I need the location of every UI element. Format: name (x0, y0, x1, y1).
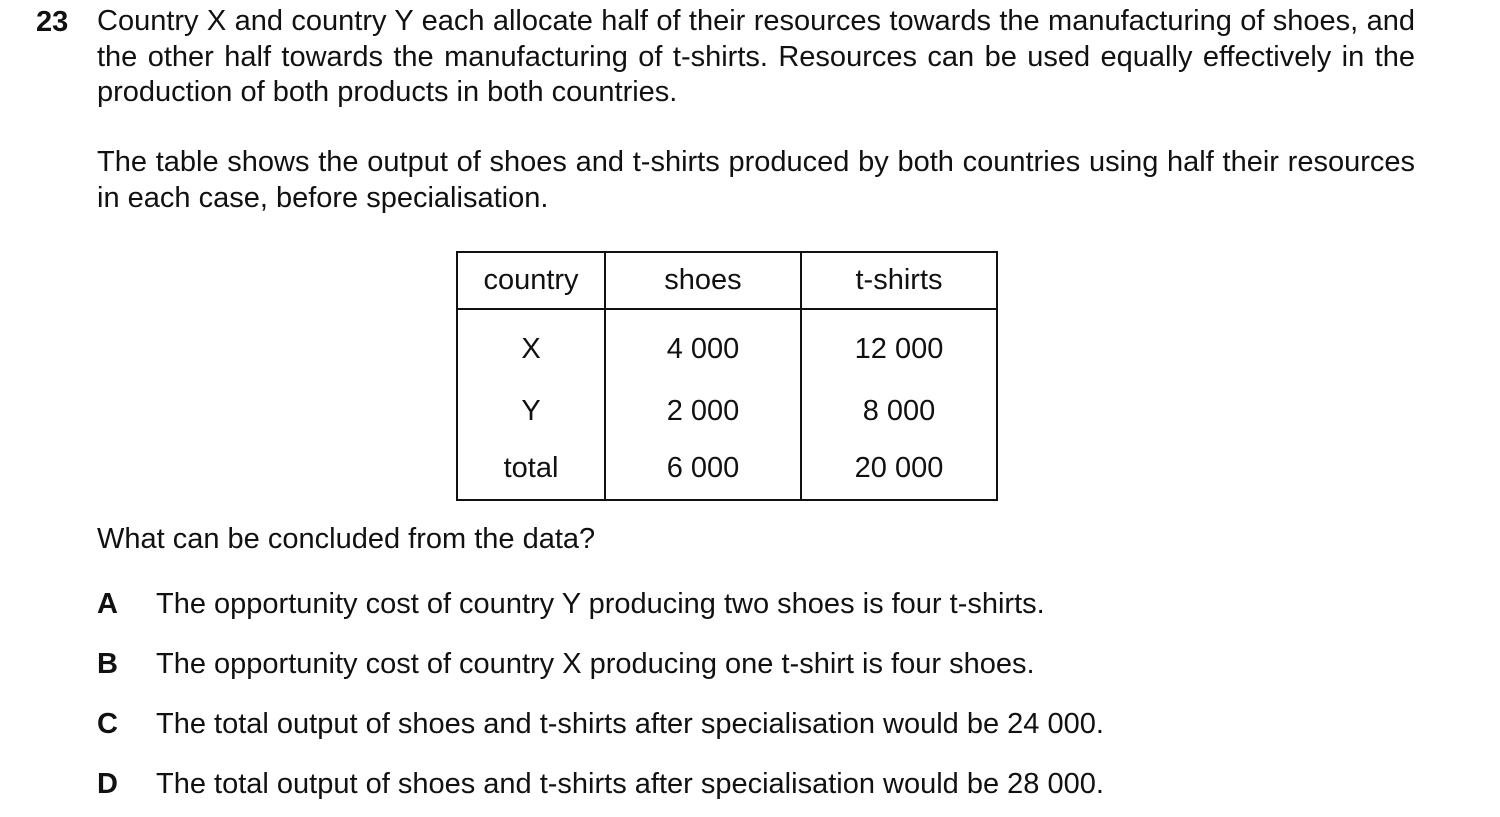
table-row (457, 382, 997, 440)
table-row-total (457, 440, 997, 500)
column-header-country: country (457, 252, 605, 309)
table-cell-shoes: 6 000 (605, 440, 801, 500)
table-cell-tshirts: 12 000 (801, 309, 997, 382)
column-header-shoes: shoes (605, 252, 801, 309)
question-number: 23 (36, 6, 69, 38)
option-letter: B (97, 648, 118, 680)
option-b[interactable] (97, 646, 1035, 682)
option-text: The total output of shoes and t-shirts after specialisation would be 24 000. (156, 708, 1104, 740)
option-letter: C (97, 708, 118, 740)
option-letter: D (97, 768, 118, 800)
question-text: What can be concluded from the data? (97, 523, 596, 555)
output-table (456, 251, 998, 501)
table-cell-country: X (457, 309, 605, 382)
table-cell-shoes: 4 000 (605, 309, 801, 382)
option-text: The total output of shoes and t-shirts after specialisation would be 28 000. (156, 768, 1104, 800)
table-row (457, 309, 997, 382)
option-letter: A (97, 588, 118, 620)
option-c[interactable] (97, 706, 1104, 742)
table-cell-tshirts: 8 000 (801, 382, 997, 440)
table-intro-paragraph: The table shows the output of shoes and t-shirts produced by both countries using half their resources in each case, before specialisation. (97, 146, 1415, 214)
table-header-row (457, 252, 997, 309)
table-cell-country: total (457, 440, 605, 500)
option-a[interactable] (97, 586, 1045, 622)
option-d[interactable] (97, 766, 1104, 802)
table-cell-country: Y (457, 382, 605, 440)
table-cell-shoes: 2 000 (605, 382, 801, 440)
option-text: The opportunity cost of country Y producing two shoes is four t-shirts. (156, 588, 1045, 620)
column-header-tshirts: t-shirts (801, 252, 997, 309)
table-cell-tshirts: 20 000 (801, 440, 997, 500)
intro-paragraph: Country X and country Y each allocate half of their resources towards the manufacturing of shoes, and the other half towards the manufacturing of t-shirts. Resources can be used equally effectively in the production of both products in both countries. (97, 5, 1415, 108)
option-text: The opportunity cost of country X producing one t-shirt is four shoes. (156, 648, 1035, 680)
